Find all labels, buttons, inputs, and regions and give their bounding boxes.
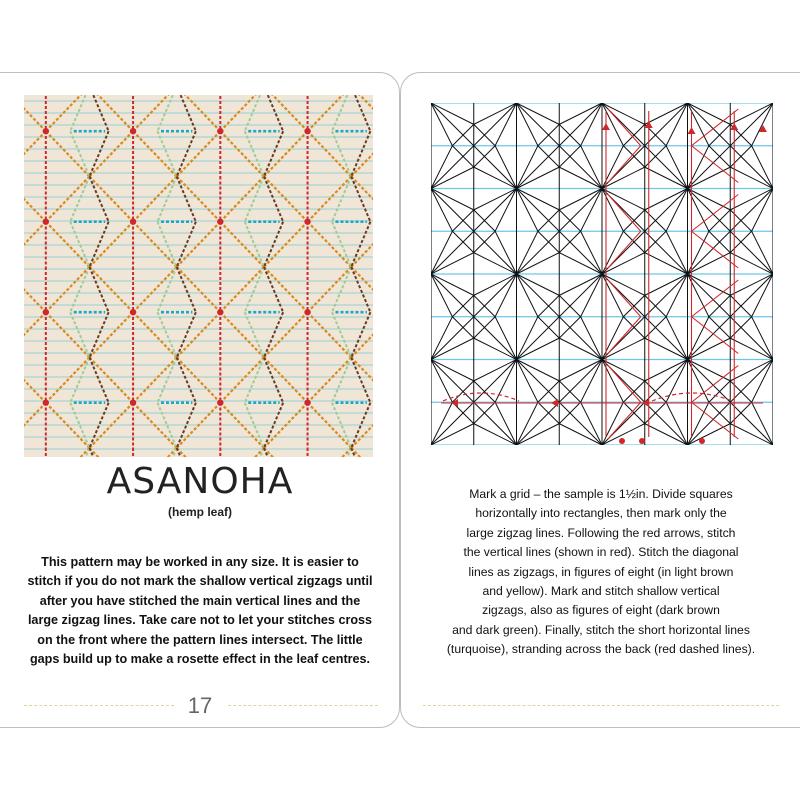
body-line: on the front where the pattern lines intersect. The little — [37, 632, 363, 647]
left-page — [0, 72, 400, 728]
body-line: after you have stitched the main vertical lines and the — [39, 593, 361, 608]
body-line: stitch if you do not mark the shallow vertical zigzags until — [27, 574, 373, 589]
stitched-sample-photo — [24, 95, 373, 457]
rosette-knot — [304, 219, 310, 225]
left-body-text — [20, 553, 380, 669]
page-number: 17 — [187, 693, 213, 718]
body-line: Mark a grid – the sample is 1½in. Divide squares — [469, 487, 733, 501]
rosette-knot — [304, 400, 310, 406]
rosette-knot — [43, 128, 49, 134]
pattern-title: ASANOHA — [106, 461, 294, 502]
footer-divider — [423, 705, 779, 706]
left-footer — [0, 693, 400, 717]
pattern-construction-diagram — [431, 103, 773, 445]
rosette-knot — [130, 128, 136, 134]
knot-dot — [639, 438, 645, 444]
rosette-knot — [304, 309, 310, 315]
body-line: zigzags, also as figures of eight (dark brown — [482, 603, 720, 618]
body-line: and yellow). Mark and stitch shallow vertical — [482, 584, 720, 599]
footer-divider — [228, 705, 378, 706]
rosette-knot — [43, 219, 49, 225]
body-line: the vertical lines (shown in red). Stitch the diagonal — [463, 545, 739, 560]
body-line: (turquoise), stranding across the back (red dashed lines). — [446, 642, 756, 657]
body-line: lines as zigzags, in figures of eight (in light brown — [468, 564, 734, 579]
body-line: horizontally into rectangles, then mark only the — [475, 506, 727, 521]
right-footer — [401, 693, 800, 717]
rosette-knot — [217, 128, 223, 134]
rosette-knot — [130, 400, 136, 406]
body-line: This pattern may be worked in any size. It is easier to — [41, 555, 359, 569]
asanoha-diagram — [431, 103, 773, 445]
sashiko-photo-illustration — [24, 95, 373, 457]
rosette-knot — [130, 219, 136, 225]
rosette-knot — [43, 400, 49, 406]
rosette-knot — [217, 219, 223, 225]
pattern-subtitle: (hemp leaf) — [167, 505, 232, 519]
book-spread — [0, 72, 800, 728]
rosette-knot — [304, 128, 310, 134]
rosette-knot — [217, 309, 223, 315]
right-page — [400, 72, 800, 728]
body-line: large zigzag lines. Following the red arrows, stitch — [466, 525, 736, 540]
rosette-knot — [43, 309, 49, 315]
rosette-knot — [217, 400, 223, 406]
knot-dot — [699, 438, 705, 444]
body-line: large zigzag lines. Take care not to let your stitches cross — [27, 613, 373, 628]
knot-dot — [619, 438, 625, 444]
body-line: and dark green). Finally, stitch the short horizontal lines — [452, 622, 750, 637]
rosette-knot — [130, 309, 136, 315]
right-body-text — [421, 485, 781, 660]
body-line: gaps build up to make a rosette effect in the leaf centres. — [29, 652, 371, 667]
